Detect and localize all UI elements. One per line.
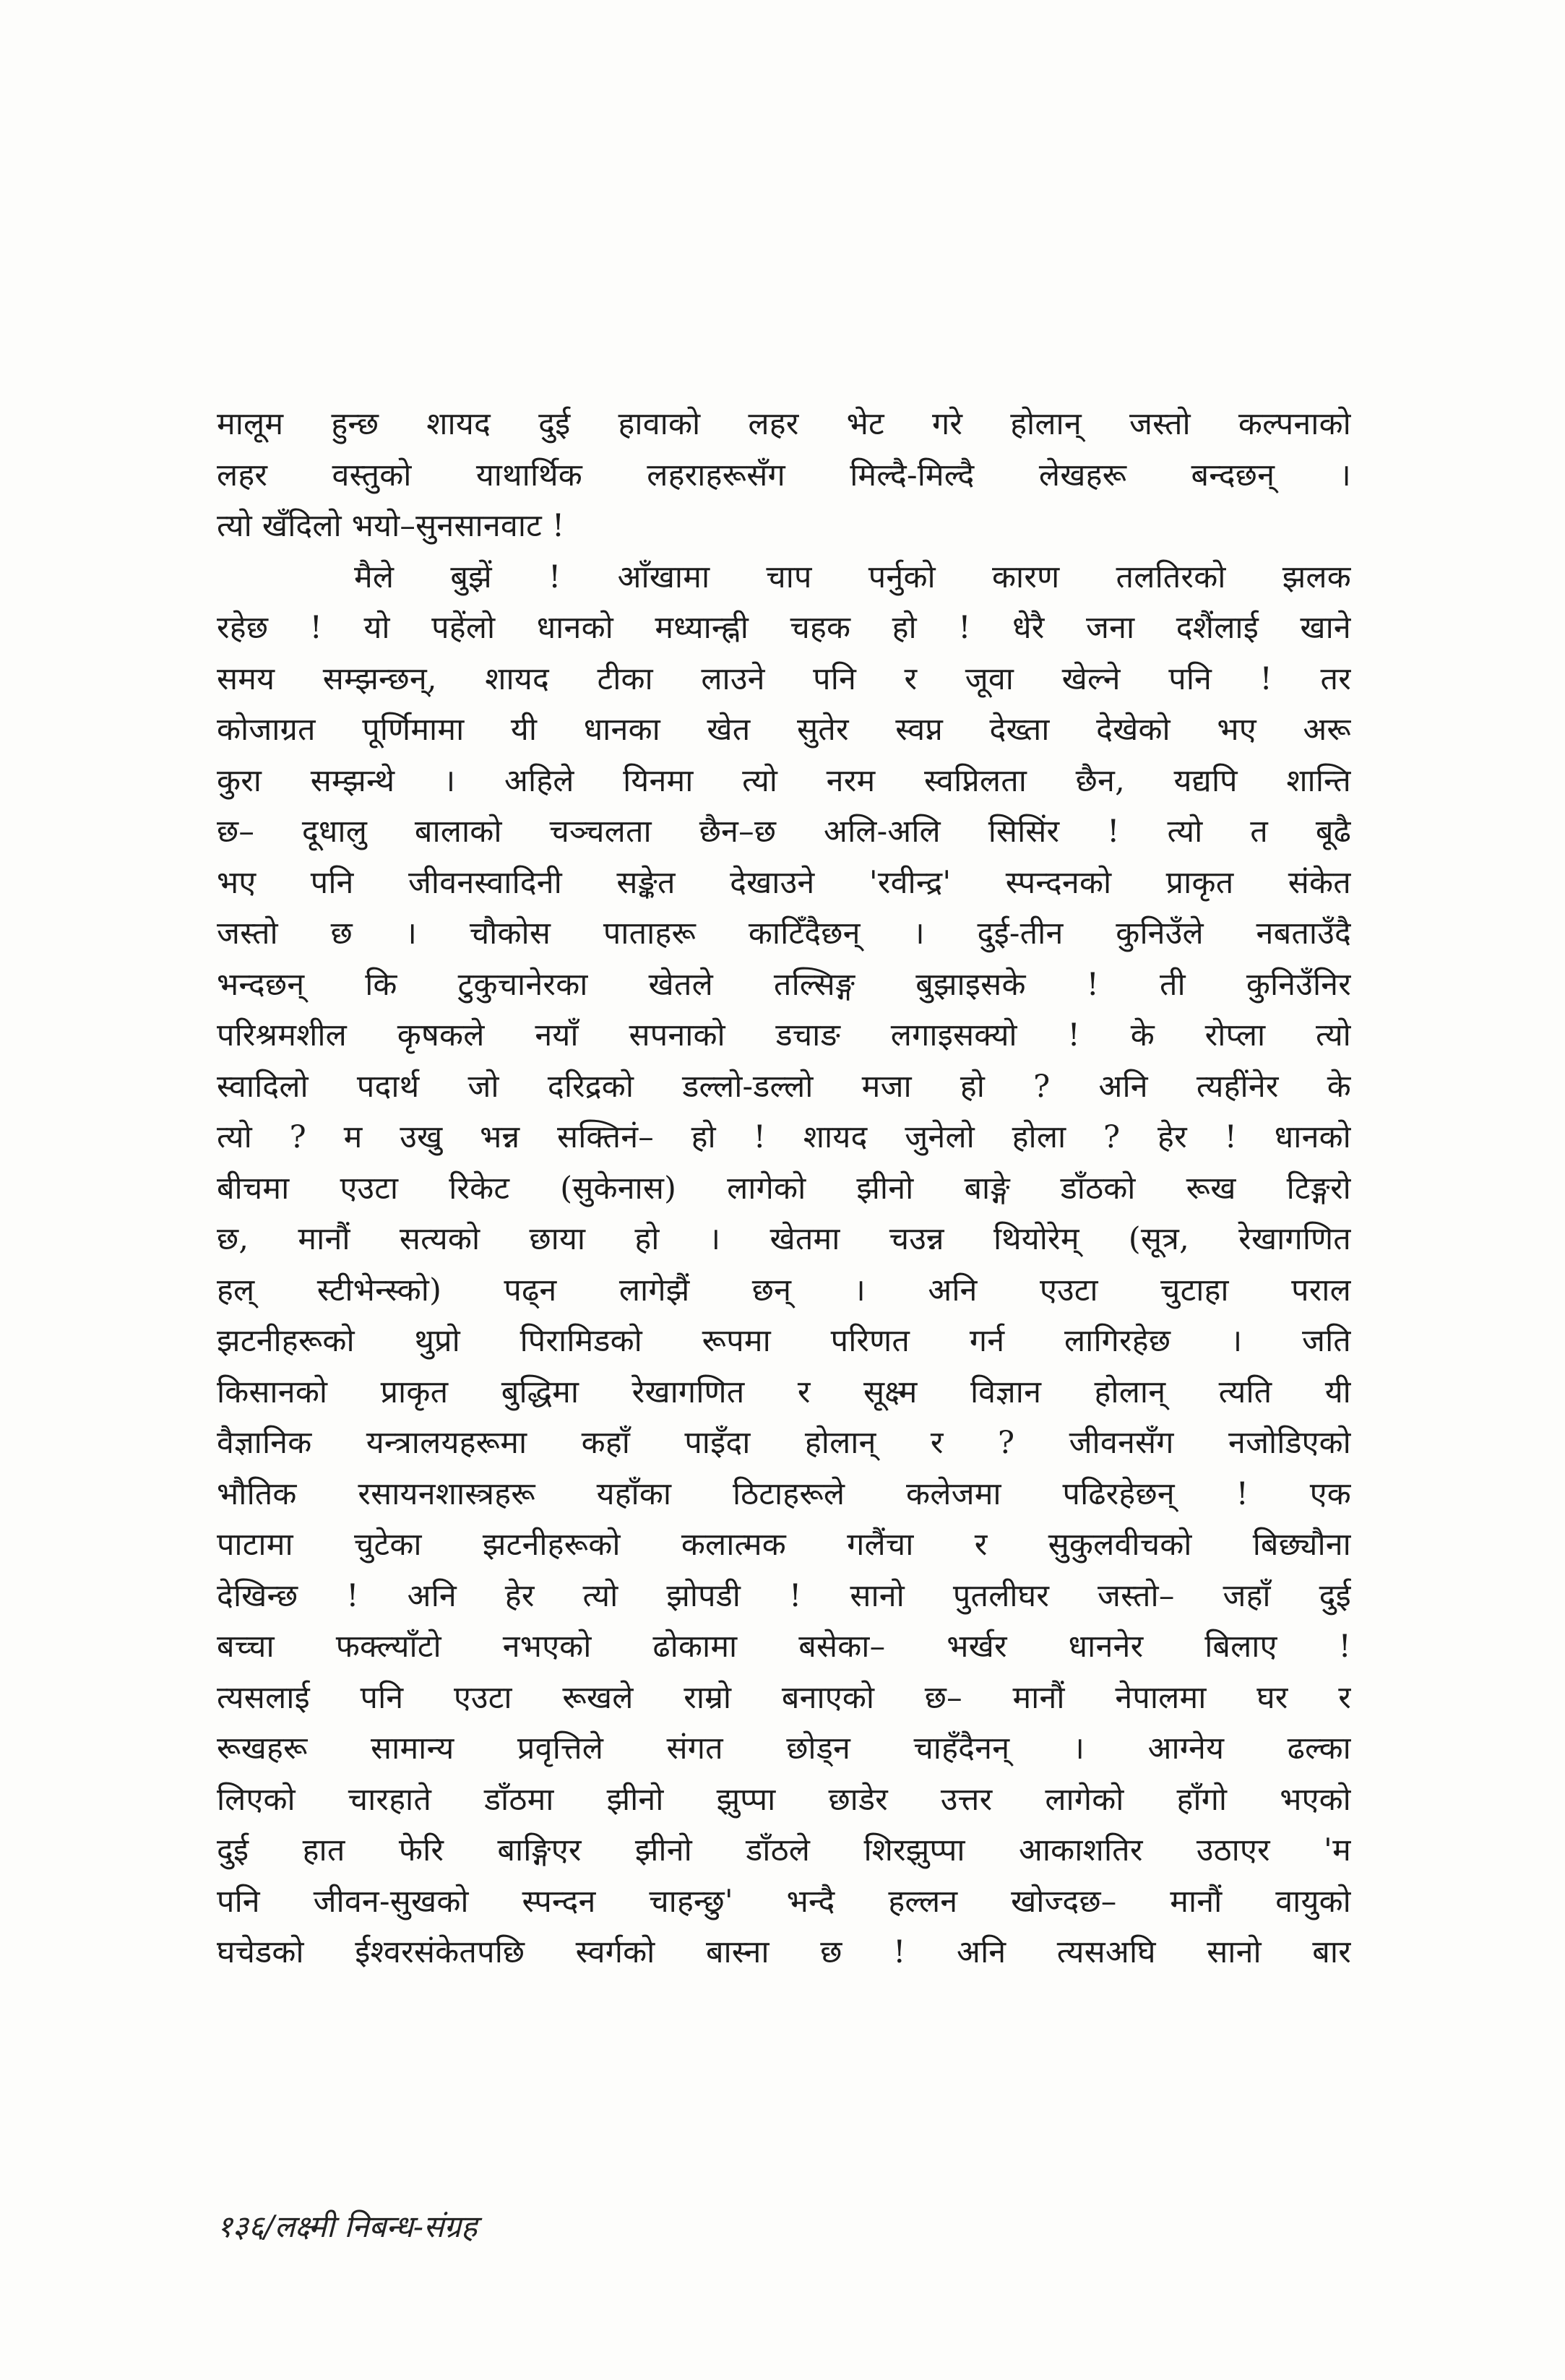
text-line: झटनीहरूको थुप्रो पिरामिडको रूपमा परिणत गर्न लागिरहेछ । जति bbox=[217, 1323, 1351, 1359]
text-line: त्यसलाई पनि एउटा रूखले राम्रो बनाएको छ– मानौं नेपालमा घर र bbox=[217, 1679, 1351, 1716]
text-line: देखिन्छ ! अनि हेर त्यो झोपडी ! सानो पुतलीघर जस्तो– जहाँ दुई bbox=[217, 1577, 1351, 1614]
text-line: परिश्रमशील कृषकले नयाँ सपनाको डचाङ लगाइसक्यो ! के रोप्ला त्यो bbox=[217, 1017, 1351, 1053]
text-line: बीचमा एउटा रिकेट (सुकेनास) लागेको झीनो बाङ्गे डाँठको रूख टिङ्गरो bbox=[217, 1170, 1351, 1207]
page-footer bbox=[217, 2205, 477, 2246]
text-line: पनि जीवन-सुखको स्पन्दन चाहन्छु' भन्दै हल्लन खोज्दछ– मानौं वायुको bbox=[217, 1883, 1351, 1920]
text-line: रूखहरू सामान्य प्रवृत्तिले संगत छोड्न चाहँदैनन् । आग्नेय ढल्का bbox=[217, 1730, 1351, 1767]
text-line: वैज्ञानिक यन्त्रालयहरूमा कहाँ पाइँदा होलान् र ? जीवनसँग नजोडिएको bbox=[217, 1425, 1351, 1461]
text-line: छ– दूधालु बालाको चञ्चलता छैन–छ अलि-अलि सिसिंर ! त्यो त बूढै bbox=[217, 814, 1351, 850]
text-line: भौतिक रसायनशास्त्रहरू यहाँका ठिटाहरूले कलेजमा पढिरहेछन् ! एक bbox=[217, 1475, 1351, 1512]
text-line: किसानको प्राकृत बुद्धिमा रेखागणित र सूक्ष्म विज्ञान होलान् त्यति यी bbox=[217, 1374, 1351, 1410]
text-line: छ, मानौं सत्यको छाया हो । खेतमा चउन्न थियोरेम् (सूत्र, रेखागणित bbox=[217, 1221, 1351, 1257]
text-line: मैले बुझें ! आँखामा चाप पर्नुको कारण तलतिरको झलक bbox=[354, 559, 1351, 595]
text-line: भन्दछन् कि टुकुचानेरका खेतले तल्सिङ्ग बुझाइसके ! ती कुनिउँनिर bbox=[217, 966, 1351, 1003]
book-title: लक्ष्मी निबन्ध-संग्रह bbox=[274, 2209, 478, 2244]
text-line: लहर वस्तुको याथार्थिक लहराहरूसँग मिल्दै-मिल्दै लेखहरू बन्दछन् । bbox=[217, 457, 1351, 493]
text-line: त्यो खँदिलो भयो–सुनसानवाट ! bbox=[217, 508, 565, 544]
text-line: घचेडको ईश्वरसंकेतपछि स्वर्गको बास्ना छ ! अनि त्यसअघि सानो बार bbox=[217, 1934, 1351, 1970]
text-line: भए पनि जीवनस्वादिनी सङ्केत देखाउने 'रवीन्द्र' स्पन्दनको प्राकृत संकेत bbox=[217, 864, 1351, 901]
text-line: हल् स्टीभेन्स्को) पढ्न लागेझैं छन् । अनि एउटा चुटाहा पराल bbox=[217, 1272, 1351, 1308]
text-line: समय सम्झन्छन्, शायद टीका लाउने पनि र जूवा खेल्ने पनि ! तर bbox=[217, 660, 1351, 697]
text-line: बच्चा फक्ल्याँटो नभएको ढोकामा बसेका– भर्खर धाननेर बिलाए ! bbox=[217, 1629, 1351, 1665]
text-line: मालूम हुन्छ शायद दुई हावाको लहर भेट गरे होलान् जस्तो कल्पनाको bbox=[217, 406, 1351, 442]
page-number: १३६ bbox=[217, 2209, 264, 2244]
text-line: दुई हात फेरि बाङ्गिएर झीनो डाँठले शिरझुप्पा आकाशतिर उठाएर 'म bbox=[217, 1832, 1351, 1868]
paragraph bbox=[217, 399, 1351, 552]
text-line: स्वादिलो पदार्थ जो दरिद्रको डल्लो-डल्लो मजा हो ? अनि त्यहींनेर के bbox=[217, 1068, 1351, 1105]
text-line: पाटामा चुटेका झटनीहरूको कलात्मक गलैंचा र सुकुलवीचको बिछ्यौना bbox=[217, 1527, 1351, 1563]
paragraph bbox=[217, 552, 1351, 1978]
text-line: जस्तो छ । चौकोस पाताहरू काटिँदैछन् । दुई-तीन कुनिउँले नबताउँदै bbox=[217, 915, 1351, 952]
text-line: कोजाग्रत पूर्णिमामा यी धानका खेत सुतेर स्वप्न देख्ता देखेको भए अरू bbox=[217, 712, 1351, 748]
text-line: त्यो ? म उखु भन्न सक्तिनं– हो ! शायद जुनेलो होला ? हेर ! धानको bbox=[217, 1119, 1351, 1155]
text-line: कुरा सम्झन्थे । अहिले यिनमा त्यो नरम स्वप्निलता छैन, यद्यपि शान्ति bbox=[217, 762, 1351, 799]
body-text bbox=[217, 399, 1351, 1978]
text-line: रहेछ ! यो पहेंलो धानको मध्यान्ह्नी चहक हो ! धेरै जना दशैंलाई खाने bbox=[217, 610, 1351, 646]
text-line: लिएको चारहाते डाँठमा झीनो झुप्पा छाडेर उत्तर लागेको हाँगो भएको bbox=[217, 1781, 1351, 1818]
footer-separator: / bbox=[264, 2209, 275, 2244]
